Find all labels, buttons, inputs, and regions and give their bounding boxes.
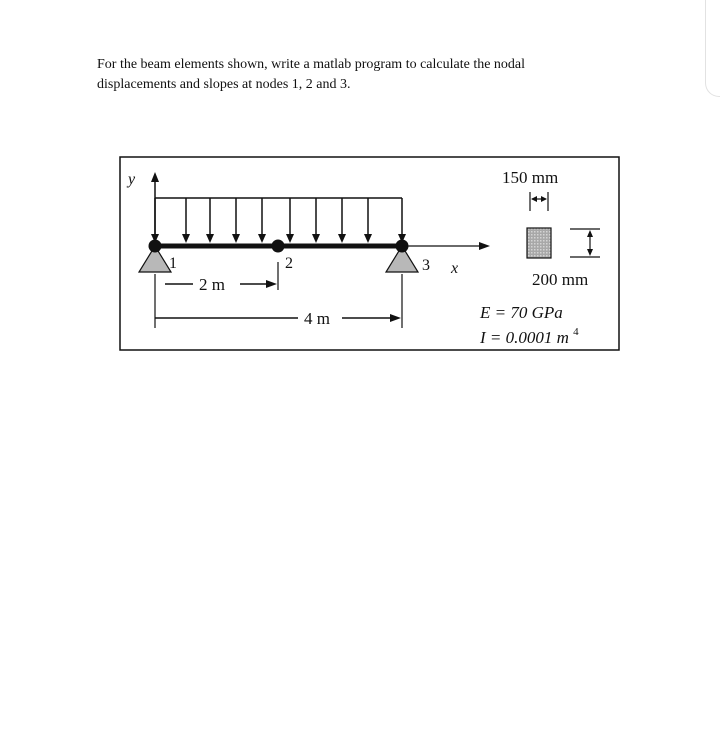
height-arrow-bottom [587,249,593,256]
cross-section [527,228,551,258]
scroll-corner [705,0,720,97]
node-2-dot [272,240,285,253]
height-arrow-top [587,230,593,237]
load-arrow-head [258,234,266,243]
dim-2m-arrowhead [266,280,277,288]
section-height-label: 200 mm [532,270,589,289]
node-2-label: 2 [285,255,293,272]
load-arrow-head [312,234,320,243]
width-arrow-left [531,196,537,202]
load-arrow-head [286,234,294,243]
modulus-label: E = 70 GPa [480,303,563,322]
load-arrow-head [338,234,346,243]
dim-4m-arrowhead [390,314,401,322]
section-width-label: 150 mm [502,168,559,187]
inertia-exponent: 4 [573,326,579,338]
problem-line-1: For the beam elements shown, write a matlab program to calculate the nodal [97,57,526,72]
width-arrow-right [541,196,547,202]
node-1-label: 1 [169,255,177,272]
dim-4m-label: 4 m [304,309,330,328]
dim-2m-label: 2 m [199,275,225,294]
problem-line-2: displacements and slopes at nodes 1, 2 and 3. [97,77,351,92]
node-3-label: 3 [422,257,430,274]
y-axis-arrowhead [151,172,159,182]
load-arrow-head [182,234,190,243]
inertia-text: I = 0.0001 m [480,328,569,347]
load-arrow-head [206,234,214,243]
x-axis-arrowhead [479,242,490,250]
load-arrow-head [232,234,240,243]
load-arrow-head [364,234,372,243]
node-1-dot [149,240,162,253]
distributed-load-arrows [151,198,406,243]
x-axis-label: x [451,260,459,277]
y-axis-label: y [128,171,136,188]
inertia-label [479,326,579,347]
